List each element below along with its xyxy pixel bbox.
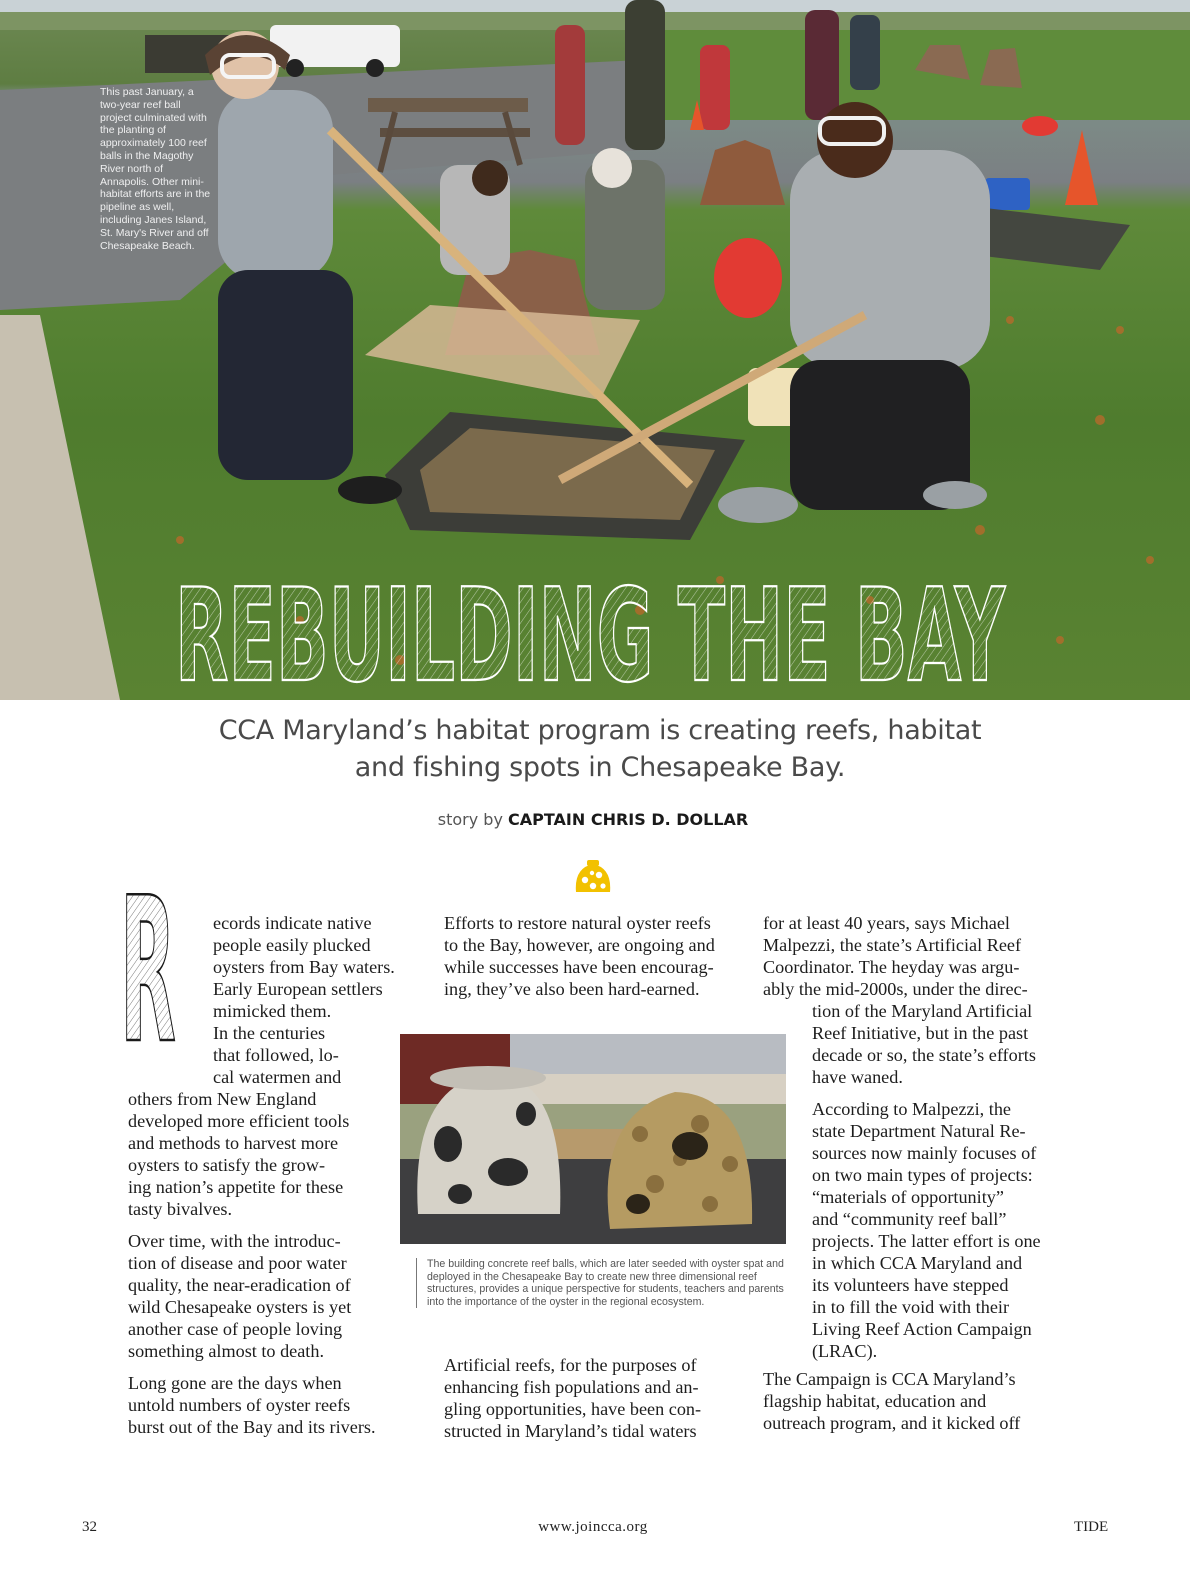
body-line: its volunteers have stepped xyxy=(812,1275,1009,1295)
body-line: burst out of the Bay and its rivers. xyxy=(128,1417,376,1437)
reef-ball-photo xyxy=(400,1034,786,1244)
body-line: state Department Natural Re- xyxy=(812,1121,1026,1141)
body-line: tion of disease and poor water xyxy=(128,1253,347,1273)
reef-ball-photo-caption: The building concrete reef balls, which are later seeded with oyster spat and deployed in the Chesapeake Bay to create new three dimensional reef structures, provides a unique perspective for students, teachers and parents into the importance of the oyster in the regional ecosystem. xyxy=(416,1258,787,1308)
body-line: (LRAC). xyxy=(812,1341,878,1361)
article-column-2-bottom xyxy=(444,1354,744,1442)
article-dek xyxy=(120,712,1080,786)
body-line: ably the mid-2000s, under the direc- xyxy=(763,979,1028,999)
headline-text: REBUILDING THE BAY xyxy=(175,562,1006,690)
body-line: quality, the near-eradication of xyxy=(128,1275,351,1295)
reef-ball-photo-illustration xyxy=(400,1034,786,1244)
body-line: structed in Maryland’s tidal waters xyxy=(444,1421,697,1441)
article-column-3-indented xyxy=(812,1000,1072,1362)
body-line: that followed, lo- xyxy=(213,1045,339,1065)
body-line: Malpezzi, the state’s Artificial Reef xyxy=(763,935,1022,955)
body-line: Early European settlers xyxy=(213,979,383,999)
body-line: ecords indicate native xyxy=(213,913,372,933)
body-line: people easily plucked xyxy=(213,935,371,955)
body-line: another case of people loving xyxy=(128,1319,343,1339)
body-line: oysters to satisfy the grow- xyxy=(128,1155,325,1175)
body-line: According to Malpezzi, the xyxy=(812,1099,1011,1119)
body-line: oysters from Bay waters. xyxy=(213,957,395,977)
magazine-name: TIDE xyxy=(1074,1519,1109,1535)
body-line: tasty bivalves. xyxy=(128,1199,233,1219)
article-column-1-full xyxy=(128,1088,418,1438)
headline xyxy=(0,550,1190,690)
dek-line-2: and fishing spots in Chesapeake Bay. xyxy=(354,752,846,783)
body-line: Artificial reefs, for the purposes of xyxy=(444,1355,697,1375)
body-line: ing nation’s appetite for these xyxy=(128,1177,344,1197)
article-column-1 xyxy=(213,912,413,1088)
body-line: Long gone are the days when xyxy=(128,1373,342,1393)
body-line: to the Bay, however, are ongoing and xyxy=(444,935,715,955)
body-line: in which CCA Maryland and xyxy=(812,1253,1023,1273)
body-line: flagship habitat, education and xyxy=(763,1391,987,1411)
article-column-3-top xyxy=(763,912,1073,1000)
body-line: something almost to death. xyxy=(128,1341,324,1361)
article-column-2-top xyxy=(444,912,744,1000)
body-line: Efforts to restore natural oyster reefs xyxy=(444,913,711,933)
body-line: The Campaign is CCA Maryland’s xyxy=(763,1369,1016,1389)
body-line: decade or so, the state’s efforts xyxy=(812,1045,1036,1065)
body-line: ing, they’ve also been hard-earned. xyxy=(444,979,700,999)
body-line: Coordinator. The heyday was argu- xyxy=(763,957,1020,977)
hero-photo xyxy=(0,0,1190,700)
article-column-3-bottom xyxy=(763,1368,1073,1434)
reef-ball-icon xyxy=(572,858,614,898)
body-line: In the centuries xyxy=(213,1023,326,1043)
dek-line-1: CCA Maryland’s habitat program is creating reefs, habitat xyxy=(218,715,982,746)
body-line: have waned. xyxy=(812,1067,903,1087)
byline-author: CAPTAIN CHRIS D. DOLLAR xyxy=(508,810,749,829)
body-line: tion of the Maryland Artificial xyxy=(812,1001,1033,1021)
body-line: and “community reef ball” xyxy=(812,1209,1007,1229)
body-line: outreach program, and it kicked off xyxy=(763,1413,1021,1433)
drop-cap xyxy=(116,876,180,1048)
body-line: Living Reef Action Campaign xyxy=(812,1319,1032,1339)
body-line: sources now mainly focuses of xyxy=(812,1143,1037,1163)
body-line: gling opportunities, have been con- xyxy=(444,1399,702,1419)
body-line: Over time, with the introduc- xyxy=(128,1231,341,1251)
page-number: 32 xyxy=(82,1519,97,1535)
byline xyxy=(0,810,1186,829)
body-line: while successes have been encourag- xyxy=(444,957,714,977)
body-line: for at least 40 years, says Michael xyxy=(763,913,1010,933)
body-line: developed more efficient tools xyxy=(128,1111,350,1131)
body-line: enhancing fish populations and an- xyxy=(444,1377,699,1397)
body-line: in to fill the void with their xyxy=(812,1297,1010,1317)
footer-website[interactable]: www.joincca.org xyxy=(538,1519,648,1535)
body-line: others from New England xyxy=(128,1089,317,1109)
body-line: cal watermen and xyxy=(213,1067,342,1087)
body-line: projects. The latter effort is one xyxy=(812,1231,1041,1251)
drop-cap-letter: R xyxy=(120,876,176,1048)
body-line: “materials of opportunity” xyxy=(812,1187,1004,1207)
hero-photo-caption: This past January, a two-year reef ball project culminated with the planting of approximately 100 reef balls in the Magothy River north of Annapolis. Other mini-habitat efforts are in the pipeline as well, including Janes Island, St. Mary's River and off Chesapeake Beach. xyxy=(100,86,211,252)
body-line: untold numbers of oyster reefs xyxy=(128,1395,351,1415)
body-line: and methods to harvest more xyxy=(128,1133,339,1153)
body-line: on two main types of projects: xyxy=(812,1165,1033,1185)
body-line: wild Chesapeake oysters is yet xyxy=(128,1297,352,1317)
body-line: mimicked them. xyxy=(213,1001,332,1021)
body-line: Reef Initiative, but in the past xyxy=(812,1023,1029,1043)
byline-prefix: story by xyxy=(437,810,503,829)
